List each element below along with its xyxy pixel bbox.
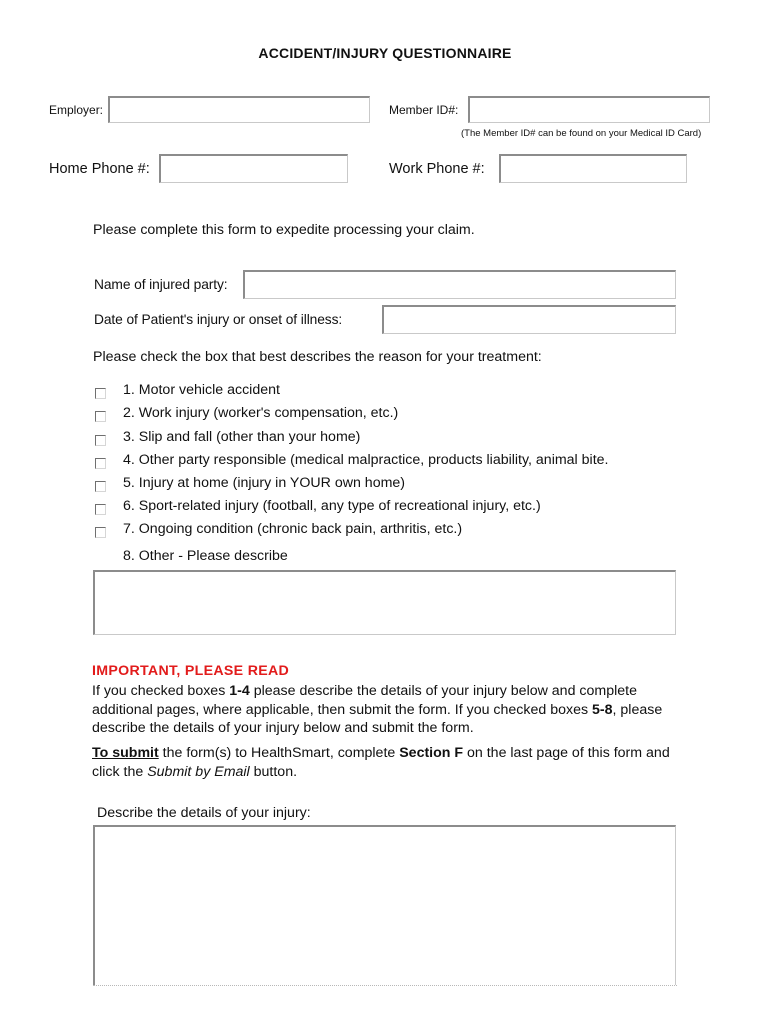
injury-details-field[interactable]	[93, 825, 676, 985]
intro-text: Please complete this form to expedite processing your claim.	[93, 222, 475, 238]
home-phone-field[interactable]	[159, 154, 348, 183]
work-phone-field[interactable]	[499, 154, 687, 183]
option-label-4: 4. Other party responsible (medical malpractice, products liability, animal bite.	[123, 452, 609, 468]
member-id-note: (The Member ID# can be found on your Medical ID Card)	[461, 128, 702, 139]
option-checkbox-1[interactable]	[95, 388, 106, 399]
option-label-2: 2. Work injury (worker's compensation, etc.)	[123, 405, 399, 421]
employer-field[interactable]	[108, 96, 370, 123]
injured-party-field[interactable]	[243, 270, 676, 299]
details-label: Describe the details of your injury:	[97, 805, 311, 821]
home-phone-label: Home Phone #:	[49, 161, 150, 177]
other-description-field[interactable]	[93, 570, 676, 635]
work-phone-label: Work Phone #:	[389, 161, 485, 177]
option-label-6: 6. Sport-related injury (football, any type of recreational injury, etc.)	[123, 498, 541, 514]
member-id-field[interactable]	[468, 96, 710, 123]
instructions-paragraph-2: To submit the form(s) to HealthSmart, complete Section F on the last page of this form and click the Submit by Email button.	[92, 745, 670, 780]
page-bottom-divider	[93, 985, 677, 986]
important-heading: IMPORTANT, PLEASE READ	[92, 663, 290, 679]
option-label-5: 5. Injury at home (injury in YOUR own home)	[123, 475, 406, 491]
option-checkbox-4[interactable]	[95, 458, 106, 469]
option-label-7: 7. Ongoing condition (chronic back pain, arthritis, etc.)	[123, 521, 463, 537]
option-checkbox-2[interactable]	[95, 411, 106, 422]
member-id-label: Member ID#:	[389, 103, 459, 117]
option-checkbox-6[interactable]	[95, 504, 106, 515]
instructions-paragraph-1: If you checked boxes 1-4 please describe the details of your injury below and complete additional pages, where applicable, then submit the form. If you checked boxes 5-8, please describe the details of your injury below and submit the form.	[92, 683, 663, 737]
option-label-8: 8. Other - Please describe	[123, 548, 288, 564]
injured-party-label: Name of injured party:	[94, 277, 228, 292]
reason-prompt: Please check the box that best describes the reason for your treatment:	[93, 349, 542, 365]
option-checkbox-5[interactable]	[95, 481, 106, 492]
option-label-3: 3. Slip and fall (other than your home)	[123, 429, 361, 445]
injury-date-field[interactable]	[382, 305, 676, 334]
option-label-1: 1. Motor vehicle accident	[123, 382, 280, 398]
form-title: ACCIDENT/INJURY QUESTIONNAIRE	[258, 45, 512, 61]
employer-label: Employer:	[49, 103, 104, 117]
injury-date-label: Date of Patient's injury or onset of illness:	[94, 312, 343, 327]
option-checkbox-3[interactable]	[95, 435, 106, 446]
option-checkbox-7[interactable]	[95, 527, 106, 538]
